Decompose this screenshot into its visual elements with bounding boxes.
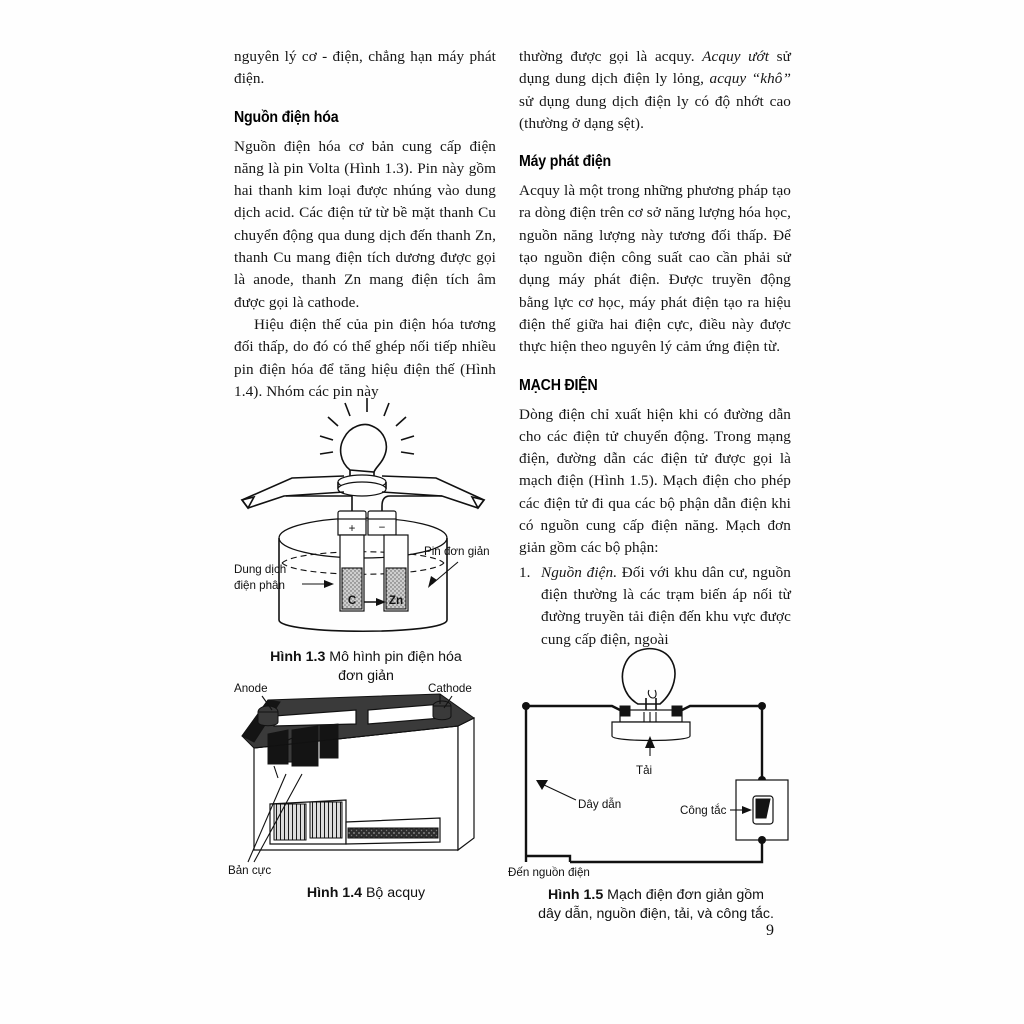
connector-block-1 (268, 730, 288, 764)
leader-solution-arrow-icon (324, 580, 334, 588)
label-solution-line1: Dung dịch (234, 563, 287, 576)
figure-1-4-caption (228, 884, 504, 903)
paragraph-continuation-right (519, 46, 791, 135)
wire-lamp-to-right (682, 706, 762, 710)
leader-wire-arrow-icon (536, 780, 548, 790)
label-to-source: Đến nguồn điện (508, 866, 590, 879)
figure-1-4-caption-rest: Bộ acquy (362, 885, 426, 901)
bulb-filament-icon (648, 690, 656, 698)
rc-text-a: thường được gọi là acquy. (519, 48, 703, 65)
electrode-left-label: C (347, 594, 357, 607)
leader-cell-arrow-icon (428, 576, 437, 588)
figure-1-4-caption-bold: Hình 1.4 (306, 885, 363, 901)
bulb-rays-icon (320, 398, 414, 454)
label-wire: Dây dẫn (578, 798, 622, 811)
figure-1-5-caption-bold: Hình 1.5 (548, 887, 604, 903)
paragraph-left-2: Hiệu điện thế của pin điện hóa tương đối thấp, do đó có thể ghép nối tiếp nhiều pin điện hóa để tăng hiệu điện thế (Hình 1.4). Nhóm các pin này (234, 315, 496, 400)
terminal-screw-right (672, 706, 682, 716)
label-cathode: Cathode (428, 682, 472, 695)
list-item-1-lead: Nguồn điện. (541, 563, 618, 581)
lamp-holder-base (612, 722, 690, 741)
terminal-minus-label: − (378, 521, 386, 534)
battery-right-face (458, 718, 474, 850)
figure-1-3-caption-rest: Mô hình pin điện hóa (325, 649, 462, 665)
label-cell: Pin đơn giản (424, 545, 490, 558)
wire-node-top-right (758, 702, 766, 710)
rc-italic-acquy-kho: acquy “khô” (709, 70, 792, 88)
left-column (234, 46, 496, 403)
plate-group-1 (274, 804, 306, 840)
rc-text-b: sử dụng dung dịch điện ly lỏng, (519, 48, 791, 88)
paragraph-right-2: Dòng điện chỉ xuất hiện khi có đường dẫn cho các điện tử chuyển động. Trong mạng điện, đường dẫn các điện tử được gọi là mạch điện (Hình 1.5). Mạch điện cho phép các điện tử đi qua các bộ phận dẫn điện khi có nguồn cung cấp điện năng. Mạch đơn giản gồm các bộ phận: (519, 405, 791, 557)
heading-may-phat-dien: Máy phát điện (519, 153, 612, 171)
wire-node-top-left (522, 702, 530, 710)
wire-bottom-step (526, 856, 570, 862)
socket-plate-right (382, 476, 484, 508)
figure-1-5 (508, 628, 804, 928)
cathode-terminal-body (433, 706, 451, 720)
figure-1-3 (232, 392, 500, 682)
figure-1-5-caption (508, 886, 804, 924)
heading-mach-dien: MẠCH ĐIỆN (519, 376, 598, 394)
page-number: 9 (766, 922, 774, 939)
socket-plate-icon (242, 476, 344, 508)
connector-block-2 (292, 726, 318, 766)
terminal-screw-left (620, 706, 630, 716)
electrode-right-label: Zn (388, 594, 404, 607)
heading-nguon-dien-hoa: Nguồn điện hóa (234, 108, 339, 126)
plate-group-2 (310, 802, 342, 838)
figure-1-3-caption-bold: Hình 1.3 (270, 649, 326, 665)
rc-text-c: sử dụng dung dịch điện ly có độ nhớt cao (thường ở dạng sệt). (519, 92, 791, 132)
rc-italic-acquy-uot: Acquy ướt (702, 48, 770, 65)
terminal-plus-label: + (348, 522, 356, 535)
list-marker-1: 1. (519, 563, 531, 581)
label-load: Tải (636, 764, 653, 777)
figure-1-3-caption (232, 648, 500, 686)
paragraph-left-1: Nguồn điện hóa cơ bản cung cấp điện năng là pin Volta (Hình 1.3). Pin này gồm hai thanh kim loại được nhúng vào dung dịch acid. Các điện tử từ bề mặt thanh Cu chuyển động qua dung dịch đến thanh Zn, thanh Cu mang điện tích dương được gọi là anode, thanh Zn mang điện tích âm được gọi là cathode. (234, 137, 496, 311)
figure-1-3-caption-line2: đơn giản (338, 668, 394, 684)
label-switch: Công tắc (680, 804, 727, 817)
figure-1-3-drawing (232, 392, 500, 642)
label-anode: Anode (234, 682, 268, 695)
lower-speck-strip (348, 828, 438, 838)
label-solution-line2: điện phân (234, 579, 285, 592)
anode-terminal-body (258, 712, 278, 726)
leader-wire (542, 784, 576, 800)
wire-switch-to-bottom (570, 840, 762, 862)
figure-1-5-caption-rest: Mạch điện đơn giản gồm (603, 887, 764, 903)
label-plates: Bản cực (228, 864, 272, 877)
wire-lamp-to-left (526, 706, 620, 710)
right-column (519, 46, 791, 651)
figure-1-4-drawing (228, 682, 504, 880)
figure-1-5-drawing (508, 628, 804, 879)
list-item-1-body: Đối với khu dân cư, nguồn điện thường là các trạm biến áp nối từ đường truyền tải điện đến khu vực được cung cấp điện, ngoài (541, 563, 791, 648)
beaker-bottom (279, 620, 447, 631)
figure-1-5-caption-line2: dây dẫn, nguồn điện, tải, và công tắc. (538, 906, 774, 922)
wire-node-switch-bottom (758, 836, 766, 844)
connector-bridge (288, 738, 292, 762)
figure-1-4 (228, 682, 504, 912)
paragraph-continuation-left: nguyên lý cơ - điện, chẳng hạn máy phát điện. (234, 48, 496, 88)
paragraph-right-1: Acquy là một trong những phương pháp tạo ra dòng điện trên cơ sở năng lượng hóa học, nguồn năng lượng này tương đối thấp. Để tạo nguồn điện công suất cao cần phải sử dụng máy phát điện. Được truyền động bằng lực cơ học, máy phát điện tạo ra hiệu điện thế giữa hai điện cực, điều này được thực hiện theo nguyên lý cảm ứng điện từ. (519, 182, 791, 356)
bulb-glass-icon (341, 425, 387, 473)
bulb-base-lower (338, 482, 386, 496)
